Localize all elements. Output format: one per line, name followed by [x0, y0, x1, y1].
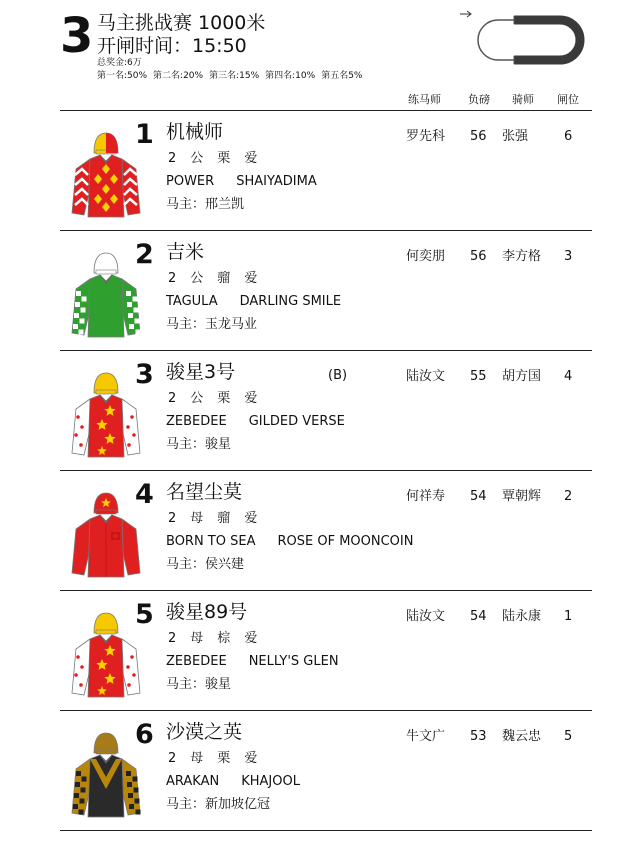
- horse-number: 2: [135, 239, 154, 270]
- race-start-time: 开闸时间：15:50: [97, 35, 247, 57]
- horse-age: 2: [168, 391, 177, 406]
- horse-number: 4: [135, 479, 154, 510]
- horse-sex: 公: [190, 391, 204, 406]
- horse-color: 棕: [217, 631, 231, 646]
- red-star-silk-icon: [66, 359, 146, 459]
- horse-trainer: 何奕朋: [406, 249, 446, 264]
- horse-pedigree: [166, 414, 345, 430]
- place-1: 第一名:50%: [97, 71, 148, 81]
- horse-draw: 1: [564, 609, 573, 624]
- red-star-silk-icon: [66, 599, 146, 699]
- horse-row: [60, 351, 592, 471]
- horse-weight: 54: [470, 609, 487, 624]
- horse-name: 机械师: [166, 121, 224, 143]
- horse-pedigree: [166, 294, 341, 310]
- horse-owner: 马主：新加坡亿冠: [166, 797, 271, 812]
- horse-weight: 54: [470, 489, 487, 504]
- horse-row: [60, 471, 592, 591]
- horse-country: 爱: [244, 751, 258, 766]
- column-jockey: 骑师: [512, 93, 534, 106]
- prize-total: 总奖金:6万: [97, 58, 142, 68]
- horse-name: 骏星89号: [166, 601, 248, 623]
- horse-dam: GILDED VERSE: [248, 414, 345, 429]
- horse-draw: 2: [564, 489, 573, 504]
- horse-dam: SHAIYADIMA: [236, 174, 317, 189]
- horse-country: 爱: [244, 391, 258, 406]
- horse-owner: 马主：骏星: [166, 437, 232, 452]
- horse-jockey: 张强: [502, 129, 529, 144]
- horse-weight: 56: [470, 249, 487, 264]
- horse-name: 名望尘莫: [166, 481, 243, 503]
- horse-age: 2: [168, 631, 177, 646]
- red-diamond-silk-icon: [66, 119, 146, 219]
- horse-number: 6: [135, 719, 154, 750]
- horse-number: 1: [135, 119, 154, 150]
- horse-info: [168, 391, 271, 407]
- horse-country: 爱: [244, 631, 258, 646]
- horse-dam: DARLING SMILE: [239, 294, 342, 309]
- horse-name: 吉米: [166, 241, 205, 263]
- horse-sex: 母: [190, 751, 204, 766]
- horse-info: [168, 151, 271, 167]
- horse-draw: 5: [564, 729, 573, 744]
- horse-name: 骏星3号: [166, 361, 236, 383]
- horse-country: 爱: [244, 151, 258, 166]
- horse-sire: ZEBEDEE: [166, 654, 227, 669]
- horse-trainer: 罗先科: [406, 129, 446, 144]
- horse-owner: 马主：邢兰凯: [166, 197, 245, 212]
- horse-jockey: 胡方国: [502, 369, 542, 384]
- place-4: 第四名:10%: [265, 71, 316, 81]
- horse-color: 栗: [217, 751, 231, 766]
- horse-color: 栗: [217, 151, 231, 166]
- horse-number: 3: [135, 359, 154, 390]
- horse-row: [60, 591, 592, 711]
- horse-info: [168, 751, 271, 767]
- horse-sex: 母: [190, 511, 204, 526]
- horse-pedigree: [166, 654, 339, 670]
- horse-sex: 公: [190, 271, 204, 286]
- horse-country: 爱: [244, 511, 258, 526]
- black-gold-chevron-silk-icon: [66, 719, 146, 819]
- horse-sire: BORN TO SEA: [166, 534, 256, 549]
- horse-sire: ZEBEDEE: [166, 414, 227, 429]
- blinkers-tag: (B): [328, 368, 348, 383]
- horse-sire: TAGULA: [166, 294, 218, 309]
- horse-info: [168, 271, 271, 287]
- column-weight: 负磅: [468, 93, 490, 106]
- horse-jockey: 覃朝辉: [502, 489, 542, 504]
- horse-pedigree: [166, 774, 300, 790]
- race-title: 马主挑战赛 1000米: [97, 12, 266, 34]
- horse-jockey: 李方格: [502, 249, 542, 264]
- horse-sex: 母: [190, 631, 204, 646]
- horse-age: 2: [168, 751, 177, 766]
- divider: [60, 830, 592, 831]
- horse-age: 2: [168, 511, 177, 526]
- horse-dam: ROSE OF MOONCOIN: [277, 534, 414, 549]
- horse-owner: 马主：玉龙马业: [166, 317, 258, 332]
- horse-pedigree: [166, 174, 317, 190]
- column-draw: 闸位: [557, 93, 579, 106]
- horse-info: [168, 631, 271, 647]
- horse-sire: ARAKAN: [166, 774, 220, 789]
- horse-draw: 6: [564, 129, 573, 144]
- horse-trainer: 牛文广: [406, 729, 446, 744]
- place-2: 第二名:20%: [153, 71, 204, 81]
- horse-color: 骝: [217, 511, 231, 526]
- horse-weight: 53: [470, 729, 487, 744]
- horse-country: 爱: [244, 271, 258, 286]
- horse-draw: 3: [564, 249, 573, 264]
- horse-trainer: 何祥寿: [406, 489, 446, 504]
- horse-name: 沙漠之英: [166, 721, 243, 743]
- horse-dam: NELLY'S GLEN: [248, 654, 339, 669]
- green-check-sleeve-silk-icon: [66, 239, 146, 339]
- place-3: 第三名:15%: [209, 71, 260, 81]
- horse-row: [60, 711, 592, 831]
- horse-jockey: 陆永康: [502, 609, 542, 624]
- race-number: 3: [60, 8, 94, 64]
- horse-pedigree: [166, 534, 413, 550]
- horse-age: 2: [168, 271, 177, 286]
- horse-trainer: 陆汝文: [406, 369, 446, 384]
- horse-color: 骝: [217, 271, 231, 286]
- horse-row: [60, 231, 592, 351]
- horse-age: 2: [168, 151, 177, 166]
- plain-red-silk-icon: [66, 479, 146, 579]
- horse-dam: KHAJOOL: [241, 774, 300, 789]
- place-5: 第五名5%: [321, 71, 363, 81]
- track-map-icon: [452, 8, 592, 72]
- horse-color: 栗: [217, 391, 231, 406]
- horse-row: [60, 111, 592, 231]
- horse-jockey: 魏云忠: [502, 729, 542, 744]
- horse-weight: 56: [470, 129, 487, 144]
- horse-sire: POWER: [166, 174, 215, 189]
- horse-info: [168, 511, 271, 527]
- horse-weight: 55: [470, 369, 487, 384]
- horse-draw: 4: [564, 369, 573, 384]
- prize-distribution: [97, 70, 368, 82]
- horse-trainer: 陆汝文: [406, 609, 446, 624]
- column-trainer: 练马师: [408, 93, 441, 106]
- horse-owner: 马主：骏星: [166, 677, 232, 692]
- horse-owner: 马主：侯兴建: [166, 557, 245, 572]
- horse-number: 5: [135, 599, 154, 630]
- horse-sex: 公: [190, 151, 204, 166]
